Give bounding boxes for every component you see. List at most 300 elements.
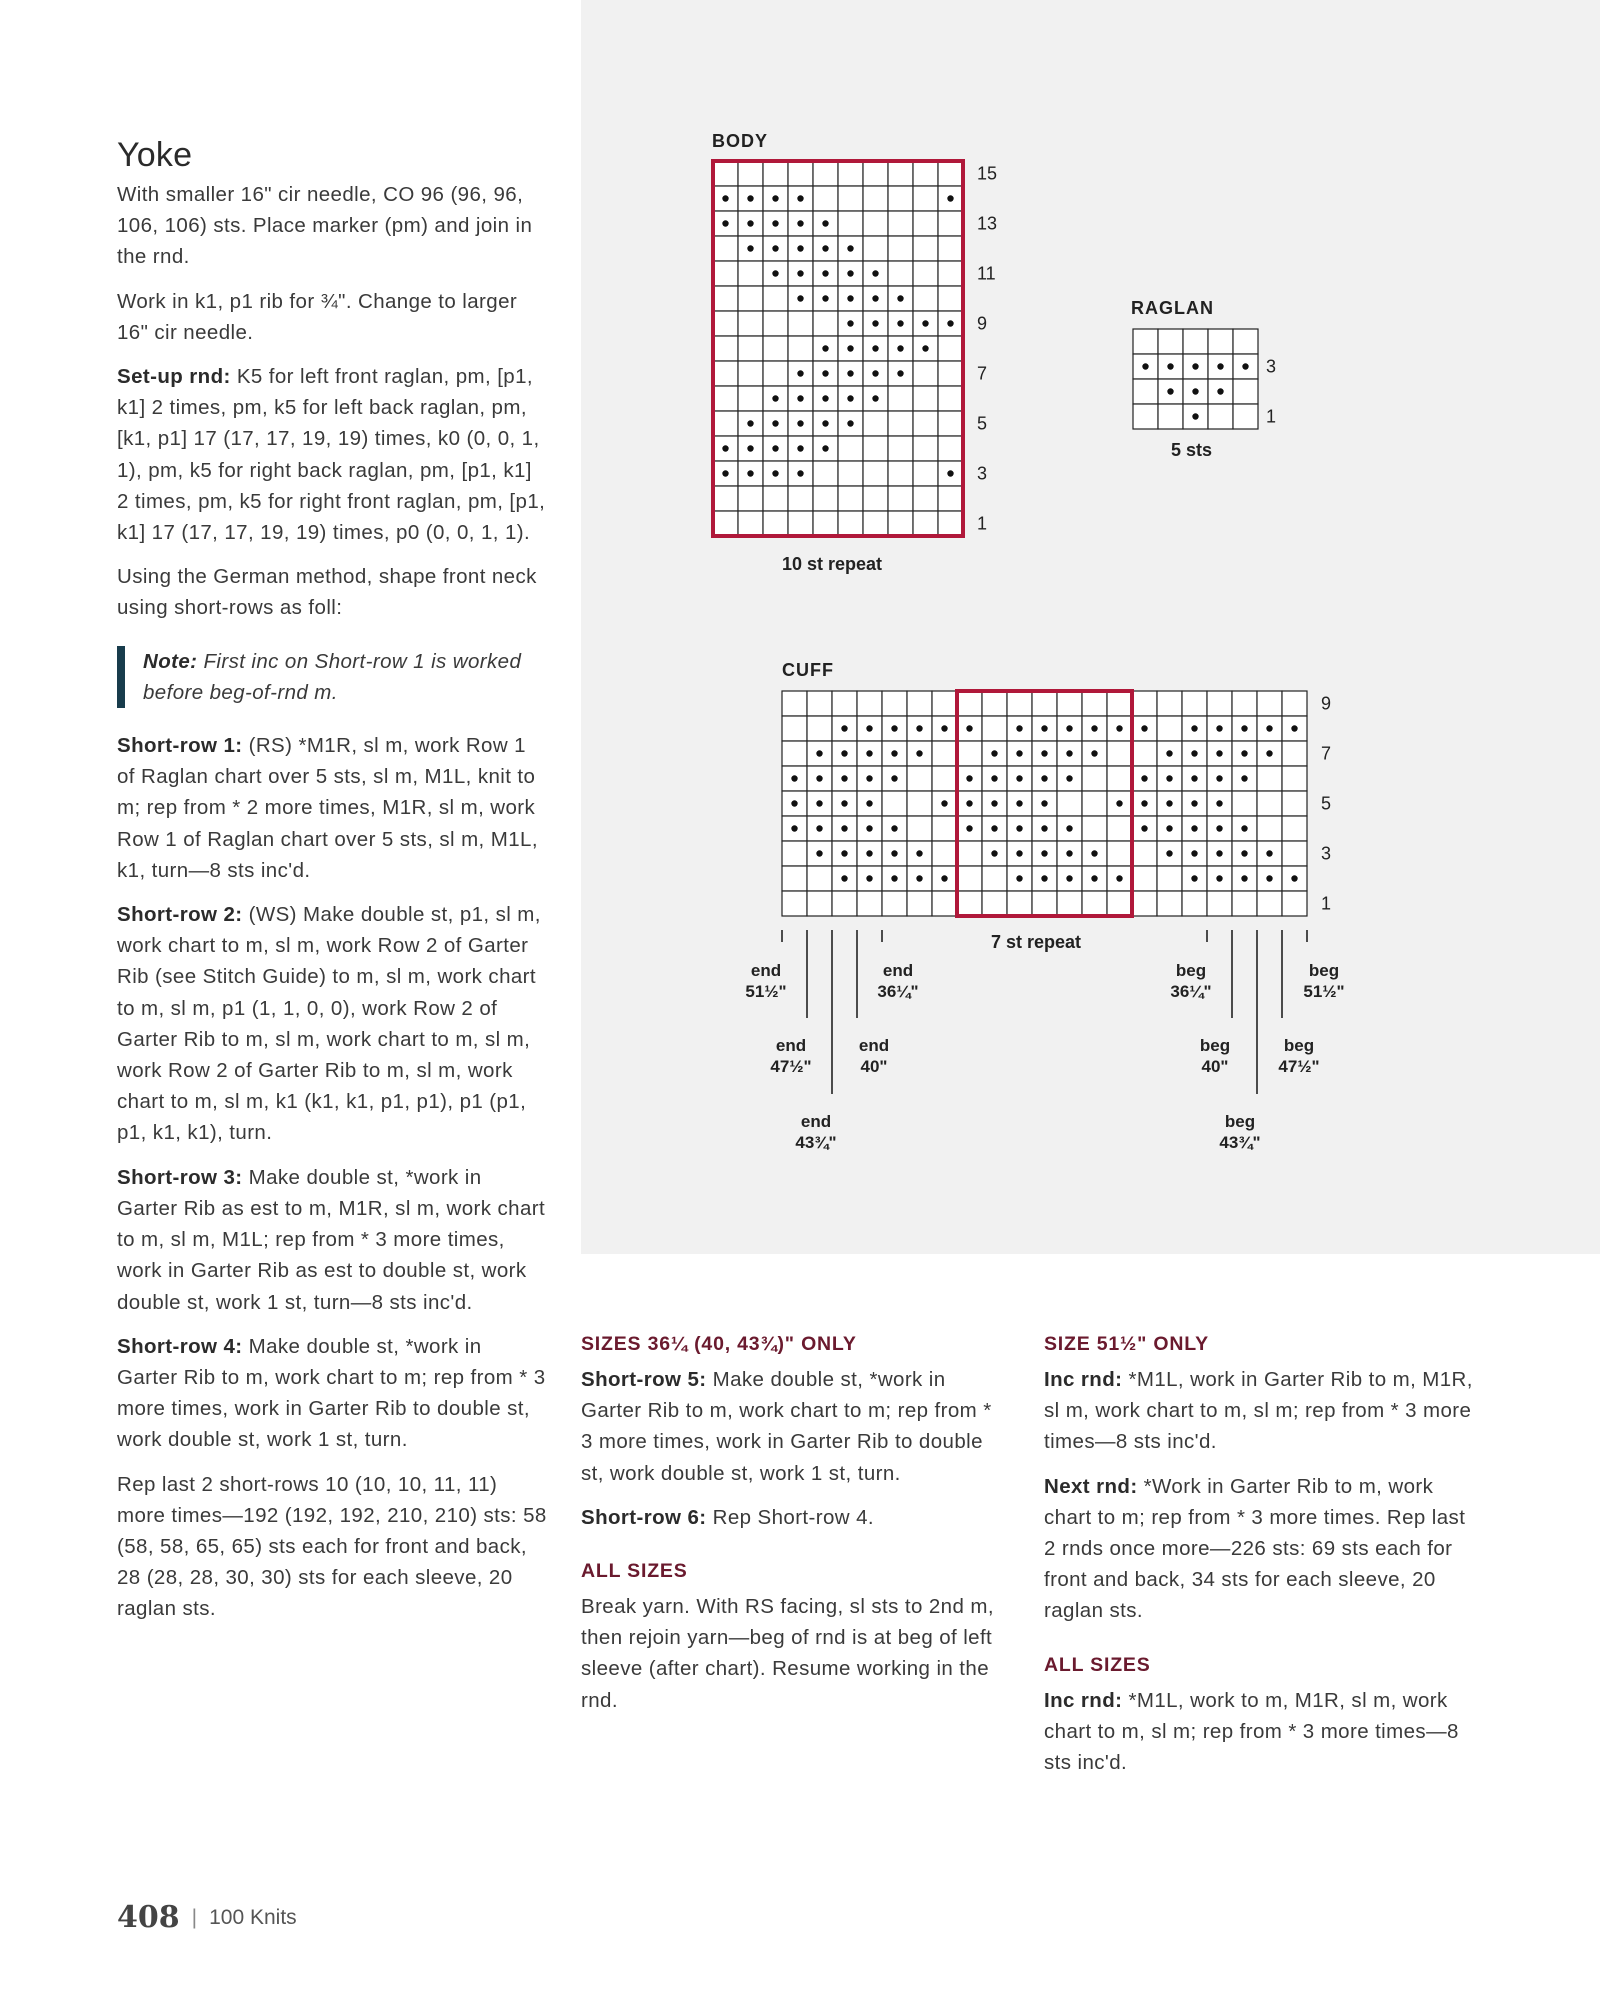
chart-cell <box>907 891 932 916</box>
chart-cell <box>1233 379 1258 404</box>
chart-cell <box>788 311 813 336</box>
purl-dot <box>797 220 803 226</box>
purl-dot <box>772 270 778 276</box>
purl-dot <box>722 220 728 226</box>
chart-cell <box>1032 891 1057 916</box>
chart-cell <box>1007 691 1032 716</box>
purl-dot <box>822 270 828 276</box>
paragraph: Break yarn. With RS facing, sl sts to 2nd m, then rejoin yarn—beg of rnd is at beg of left sleeve (after chart). Resume working in the rnd. <box>581 1595 994 1712</box>
purl-dot <box>1191 775 1197 781</box>
chart-cell <box>1082 791 1107 816</box>
row-number: 1 <box>1266 406 1277 427</box>
size-marker-value: 51½" <box>1303 982 1345 1001</box>
purl-dot <box>747 220 753 226</box>
chart-cell <box>1282 791 1307 816</box>
step-label: Next rnd: <box>1044 1474 1138 1498</box>
chart-cell <box>982 716 1007 741</box>
paragraph: Short-row 1: (RS) *M1R, sl m, work Row 1 of Raglan chart over 5 sts, sl m, M1L, knit to m; rep from * 2 more times, M1R, sl m, work Row 1 of Raglan chart over 5 sts, sl m, M1L, k1, turn—8 sts inc'd. <box>117 734 538 882</box>
purl-dot <box>872 370 878 376</box>
chart-cell <box>1282 766 1307 791</box>
purl-dot <box>941 800 947 806</box>
chart-cell <box>857 691 882 716</box>
size-marker-word: end <box>750 961 782 980</box>
chart-cell <box>1233 404 1258 429</box>
chart-cell <box>957 891 982 916</box>
chart-cell <box>1282 741 1307 766</box>
chart-cell <box>807 716 832 741</box>
chart-cell <box>788 336 813 361</box>
chart-cell <box>1133 329 1158 354</box>
chart-cell <box>1232 891 1257 916</box>
purl-dot <box>772 445 778 451</box>
purl-dot <box>966 725 972 731</box>
cuff-chart-title: CUFF <box>782 660 834 680</box>
footer-separator: | <box>191 1905 198 1929</box>
purl-dot <box>1216 850 1222 856</box>
chart-cell <box>882 691 907 716</box>
chart-cell <box>813 511 838 536</box>
purl-dot <box>1241 850 1247 856</box>
purl-dot <box>791 775 797 781</box>
chart-cell <box>913 211 938 236</box>
purl-dot <box>1216 800 1222 806</box>
step-label: Short-row 2: <box>117 903 243 927</box>
chart-cell <box>1257 816 1282 841</box>
purl-dot <box>816 800 822 806</box>
purl-dot <box>897 295 903 301</box>
chart-cell <box>738 361 763 386</box>
chart-cell <box>1157 691 1182 716</box>
purl-dot <box>1016 850 1022 856</box>
purl-dot <box>991 800 997 806</box>
purl-dot <box>747 470 753 476</box>
purl-dot <box>772 420 778 426</box>
chart-cell <box>713 361 738 386</box>
size-marker-value: 36¼" <box>877 982 919 1001</box>
size-marker-word: end <box>882 961 914 980</box>
purl-dot <box>1066 725 1072 731</box>
chart-cell <box>763 336 788 361</box>
purl-dot <box>1141 775 1147 781</box>
chart-cell <box>888 486 913 511</box>
chart-cell <box>713 511 738 536</box>
purl-dot <box>772 220 778 226</box>
chart-cell <box>788 161 813 186</box>
chart-cell <box>1282 891 1307 916</box>
purl-dot <box>1241 775 1247 781</box>
chart-cell <box>813 186 838 211</box>
purl-dot <box>772 195 778 201</box>
purl-dot <box>947 195 953 201</box>
chart-cell <box>782 716 807 741</box>
purl-dot <box>1091 725 1097 731</box>
chart-cell <box>832 891 857 916</box>
chart-cell <box>863 436 888 461</box>
chart-cell <box>982 891 1007 916</box>
chart-cell <box>863 411 888 436</box>
purl-dot <box>1216 875 1222 881</box>
chart-cell <box>838 211 863 236</box>
chart-cell <box>1107 741 1132 766</box>
chart-cell <box>832 691 857 716</box>
purl-dot <box>947 320 953 326</box>
purl-dot <box>841 850 847 856</box>
step-label: Short-row 4: <box>117 1334 243 1358</box>
paragraph: Inc rnd: *M1L, work in Garter Rib to m, M1R, sl m, work chart to m, sl m; rep from * 3 more times—8 sts inc'd. <box>1044 1368 1473 1454</box>
chart-cell <box>1132 741 1157 766</box>
purl-dot <box>1216 775 1222 781</box>
chart-cell <box>1233 329 1258 354</box>
purl-dot <box>722 445 728 451</box>
chart-cell <box>863 186 888 211</box>
chart-cell <box>888 261 913 286</box>
chart-cell <box>1157 891 1182 916</box>
purl-dot <box>1166 850 1172 856</box>
purl-dot <box>822 420 828 426</box>
chart-cell <box>838 161 863 186</box>
chart-cell <box>932 691 957 716</box>
purl-dot <box>1216 725 1222 731</box>
purl-dot <box>797 270 803 276</box>
purl-dot <box>891 825 897 831</box>
purl-dot <box>1266 725 1272 731</box>
chart-cell <box>807 891 832 916</box>
chart-cell <box>888 211 913 236</box>
chart-cell <box>913 511 938 536</box>
purl-dot <box>797 295 803 301</box>
purl-dot <box>847 245 853 251</box>
purl-dot <box>1016 825 1022 831</box>
purl-dot <box>1166 800 1172 806</box>
chart-cell <box>813 486 838 511</box>
purl-dot <box>897 345 903 351</box>
size-marker-value: 40" <box>1201 1057 1229 1076</box>
chart-cell <box>907 816 932 841</box>
purl-dot <box>891 850 897 856</box>
size-marker-value: 36¼" <box>1170 982 1212 1001</box>
chart-cell <box>1282 816 1307 841</box>
purl-dot <box>747 195 753 201</box>
chart-cell <box>907 766 932 791</box>
chart-cell <box>788 511 813 536</box>
chart-cell <box>1057 691 1082 716</box>
purl-dot <box>847 270 853 276</box>
chart-cell <box>1082 691 1107 716</box>
purl-dot <box>891 775 897 781</box>
purl-dot <box>822 370 828 376</box>
purl-dot <box>1141 725 1147 731</box>
mid-section <box>581 1330 1001 1729</box>
purl-dot <box>797 395 803 401</box>
paragraph: Short-row 6: Rep Short-row 4. <box>581 1505 874 1529</box>
purl-dot <box>822 445 828 451</box>
size-marker-value: 51½" <box>745 982 787 1001</box>
cuff-chart-grid <box>782 691 1331 916</box>
paragraph: Set-up rnd: K5 for left front raglan, pm, [p1, k1] 2 times, pm, k5 for left back raglan, pm, [k1, p1] 17 (17, 17, 19, 19) times, k0 (0, 0, 1, 1), pm, k5 for right back raglan, pm, [p1, k1] 2 times, pm, k5 for right front raglan, pm, [p1, k1] 17 (17, 17, 19, 19) times, p0 (0, 0, 1, 1). <box>117 365 546 545</box>
chart-cell <box>913 236 938 261</box>
size-marker-word: end <box>800 1112 832 1131</box>
size-marker-word: beg <box>1175 961 1207 980</box>
purl-dot <box>941 725 947 731</box>
purl-dot <box>1266 875 1272 881</box>
chart-cell <box>1032 691 1057 716</box>
purl-dot <box>1266 750 1272 756</box>
chart-cell <box>782 841 807 866</box>
purl-dot <box>1217 388 1223 394</box>
purl-dot <box>872 320 878 326</box>
chart-cell <box>913 186 938 211</box>
chart-cell <box>913 461 938 486</box>
chart-cell <box>957 691 982 716</box>
purl-dot <box>797 470 803 476</box>
size-heading: SIZE 51½" ONLY <box>1044 1333 1209 1355</box>
chart-cell <box>938 211 963 236</box>
chart-cell <box>1057 891 1082 916</box>
row-number: 15 <box>977 163 998 184</box>
chart-cell <box>888 461 913 486</box>
chart-cell <box>782 691 807 716</box>
row-number: 3 <box>1266 356 1277 377</box>
chart-cell <box>713 386 738 411</box>
chart-cell <box>763 286 788 311</box>
chart-cell <box>1107 816 1132 841</box>
chart-cell <box>938 411 963 436</box>
chart-cell <box>738 161 763 186</box>
chart-cell <box>782 866 807 891</box>
chart-cell <box>1157 866 1182 891</box>
chart-cell <box>1157 716 1182 741</box>
purl-dot <box>797 445 803 451</box>
chart-cell <box>913 361 938 386</box>
chart-cell <box>713 161 738 186</box>
chart-cell <box>1182 691 1207 716</box>
purl-dot <box>1041 800 1047 806</box>
chart-cell <box>938 286 963 311</box>
purl-dot <box>866 775 872 781</box>
paragraph: Short-row 5: Make double st, *work in Garter Rib to m, work chart to m; rep from * 3 more times, work in Garter Rib to double st, work double st, work 1 st, turn. <box>581 1368 992 1485</box>
chart-cell <box>1133 404 1158 429</box>
chart-cell <box>763 511 788 536</box>
chart-cell <box>957 866 982 891</box>
purl-dot <box>847 345 853 351</box>
step-label: Short-row 5: <box>581 1368 707 1391</box>
step-label: Short-row 6: <box>581 1505 707 1529</box>
purl-dot <box>866 750 872 756</box>
size-marker-word: beg <box>1224 1112 1256 1131</box>
purl-dot <box>1016 725 1022 731</box>
purl-dot <box>897 370 903 376</box>
purl-dot <box>1066 850 1072 856</box>
purl-dot <box>841 750 847 756</box>
chart-cell <box>957 741 982 766</box>
chart-cell <box>982 691 1007 716</box>
chart-cell <box>763 311 788 336</box>
purl-dot <box>991 775 997 781</box>
raglan-chart-grid <box>1133 329 1276 429</box>
purl-dot <box>1041 750 1047 756</box>
purl-dot <box>1242 363 1248 369</box>
purl-dot <box>891 750 897 756</box>
purl-dot <box>772 470 778 476</box>
chart-cell <box>888 386 913 411</box>
purl-dot <box>1191 725 1197 731</box>
size-marker-value: 47½" <box>1278 1057 1320 1076</box>
purl-dot <box>1291 875 1297 881</box>
chart-cell <box>1057 791 1082 816</box>
chart-cell <box>907 791 932 816</box>
size-heading: SIZES 36¼ (40, 43¾)" ONLY <box>581 1333 857 1355</box>
purl-dot <box>772 395 778 401</box>
chart-cell <box>838 511 863 536</box>
purl-dot <box>1016 750 1022 756</box>
body-chart-title: BODY <box>712 131 769 151</box>
paragraph: Short-row 4: Make double st, *work in Garter Rib to m, work chart to m; rep from * 3 more times, work in Garter Rib to double st, work double st, work 1 st, turn. <box>117 1334 546 1452</box>
purl-dot <box>991 850 997 856</box>
chart-cell <box>863 211 888 236</box>
paragraph: Short-row 2: (WS) Make double st, p1, sl m, work chart to m, sl m, work Row 2 of Garter Rib (see Stitch Guide) to m, sl m, work chart to m, sl m, p1 (1, 1, 0, 0), work Row 2 of Garter Rib to m, sl m, work chart to m, sl m, work Row 2 of Garter Rib to m, sl m, work chart to m, sl m, k1 (k1, k1, p1, p1), p1 (p1, p1, k1, k1), turn. <box>117 903 541 1145</box>
chart-cell <box>1082 816 1107 841</box>
purl-dot <box>847 395 853 401</box>
chart-cell <box>857 891 882 916</box>
chart-cell <box>813 461 838 486</box>
purl-dot <box>1016 875 1022 881</box>
chart-cell <box>913 411 938 436</box>
chart-cell <box>1132 841 1157 866</box>
step-label: Short-row 1: <box>117 734 243 758</box>
chart-cell <box>938 236 963 261</box>
purl-dot <box>872 295 878 301</box>
purl-dot <box>1116 800 1122 806</box>
purl-dot <box>747 420 753 426</box>
purl-dot <box>841 725 847 731</box>
chart-cell <box>913 386 938 411</box>
purl-dot <box>841 875 847 881</box>
page-footer <box>117 1900 297 1935</box>
chart-cell <box>1207 891 1232 916</box>
purl-dot <box>916 725 922 731</box>
chart-cell <box>932 816 957 841</box>
purl-dot <box>1041 825 1047 831</box>
chart-cell <box>1007 891 1032 916</box>
size-marker-word: beg <box>1283 1036 1315 1055</box>
chart-cell <box>882 791 907 816</box>
purl-dot <box>866 875 872 881</box>
chart-cell <box>863 461 888 486</box>
purl-dot <box>872 345 878 351</box>
chart-cell <box>938 161 963 186</box>
size-marker-word: beg <box>1199 1036 1231 1055</box>
purl-dot <box>1191 875 1197 881</box>
step-label: Inc rnd: <box>1044 1368 1123 1391</box>
purl-dot <box>797 370 803 376</box>
purl-dot <box>1166 750 1172 756</box>
page-number: 408 <box>117 1900 180 1935</box>
purl-dot <box>966 775 972 781</box>
chart-cell <box>738 486 763 511</box>
chart-cell <box>1082 891 1107 916</box>
purl-dot <box>941 875 947 881</box>
chart-cell <box>888 511 913 536</box>
row-number: 5 <box>977 413 988 434</box>
step-label: Set-up rnd: <box>117 365 231 389</box>
chart-cell <box>713 261 738 286</box>
purl-dot <box>1241 725 1247 731</box>
purl-dot <box>722 195 728 201</box>
purl-dot <box>1191 825 1197 831</box>
chart-cell <box>1107 841 1132 866</box>
chart-cell <box>1232 691 1257 716</box>
chart-cell <box>807 691 832 716</box>
chart-cell <box>913 261 938 286</box>
purl-dot <box>1192 388 1198 394</box>
purl-dot <box>1266 850 1272 856</box>
row-number: 13 <box>977 213 998 234</box>
purl-dot <box>1116 725 1122 731</box>
size-marker-word: end <box>775 1036 807 1055</box>
chart-cell <box>838 461 863 486</box>
chart-cell <box>713 236 738 261</box>
chart-cell <box>738 336 763 361</box>
purl-dot <box>1241 750 1247 756</box>
chart-cell <box>957 841 982 866</box>
row-number: 3 <box>977 463 988 484</box>
right-section <box>1044 1330 1474 1791</box>
purl-dot <box>1241 825 1247 831</box>
size-marker-value: 40" <box>860 1057 888 1076</box>
purl-dot <box>1016 775 1022 781</box>
chart-cell <box>863 161 888 186</box>
purl-dot <box>1241 875 1247 881</box>
size-marker-word: end <box>858 1036 890 1055</box>
purl-dot <box>966 825 972 831</box>
row-number: 5 <box>1321 793 1332 814</box>
chart-cell <box>1107 766 1132 791</box>
chart-cell <box>938 486 963 511</box>
note-label: Note: <box>143 649 198 673</box>
size-marker-value: 43¾" <box>1219 1133 1261 1152</box>
chart-cell <box>813 311 838 336</box>
purl-dot <box>1066 875 1072 881</box>
chart-cell <box>1132 891 1157 916</box>
book-title: 100 Knits <box>209 1905 297 1929</box>
chart-cell <box>888 236 913 261</box>
purl-dot <box>1041 725 1047 731</box>
purl-dot <box>797 195 803 201</box>
chart-cell <box>1132 691 1157 716</box>
paragraph: Work in k1, p1 rib for ¾". Change to larger 16" cir needle. <box>117 289 518 344</box>
chart-cell <box>1282 691 1307 716</box>
chart-cell <box>782 891 807 916</box>
purl-dot <box>1192 363 1198 369</box>
purl-dot <box>1041 775 1047 781</box>
step-label: Short-row 3: <box>117 1165 243 1189</box>
chart-cell <box>813 161 838 186</box>
chart-cell <box>713 411 738 436</box>
paragraph: Using the German method, shape front neck using short-rows as foll: <box>117 565 537 620</box>
chart-cell <box>938 436 963 461</box>
purl-dot <box>1091 850 1097 856</box>
chart-cell <box>1207 691 1232 716</box>
purl-dot <box>1166 775 1172 781</box>
purl-dot <box>797 420 803 426</box>
chart-cell <box>938 336 963 361</box>
purl-dot <box>816 775 822 781</box>
purl-dot <box>1141 800 1147 806</box>
row-number: 1 <box>977 513 988 534</box>
size-marker-word: beg <box>1308 961 1340 980</box>
chart-cell <box>982 866 1007 891</box>
size-marker-value: 43¾" <box>795 1133 837 1152</box>
